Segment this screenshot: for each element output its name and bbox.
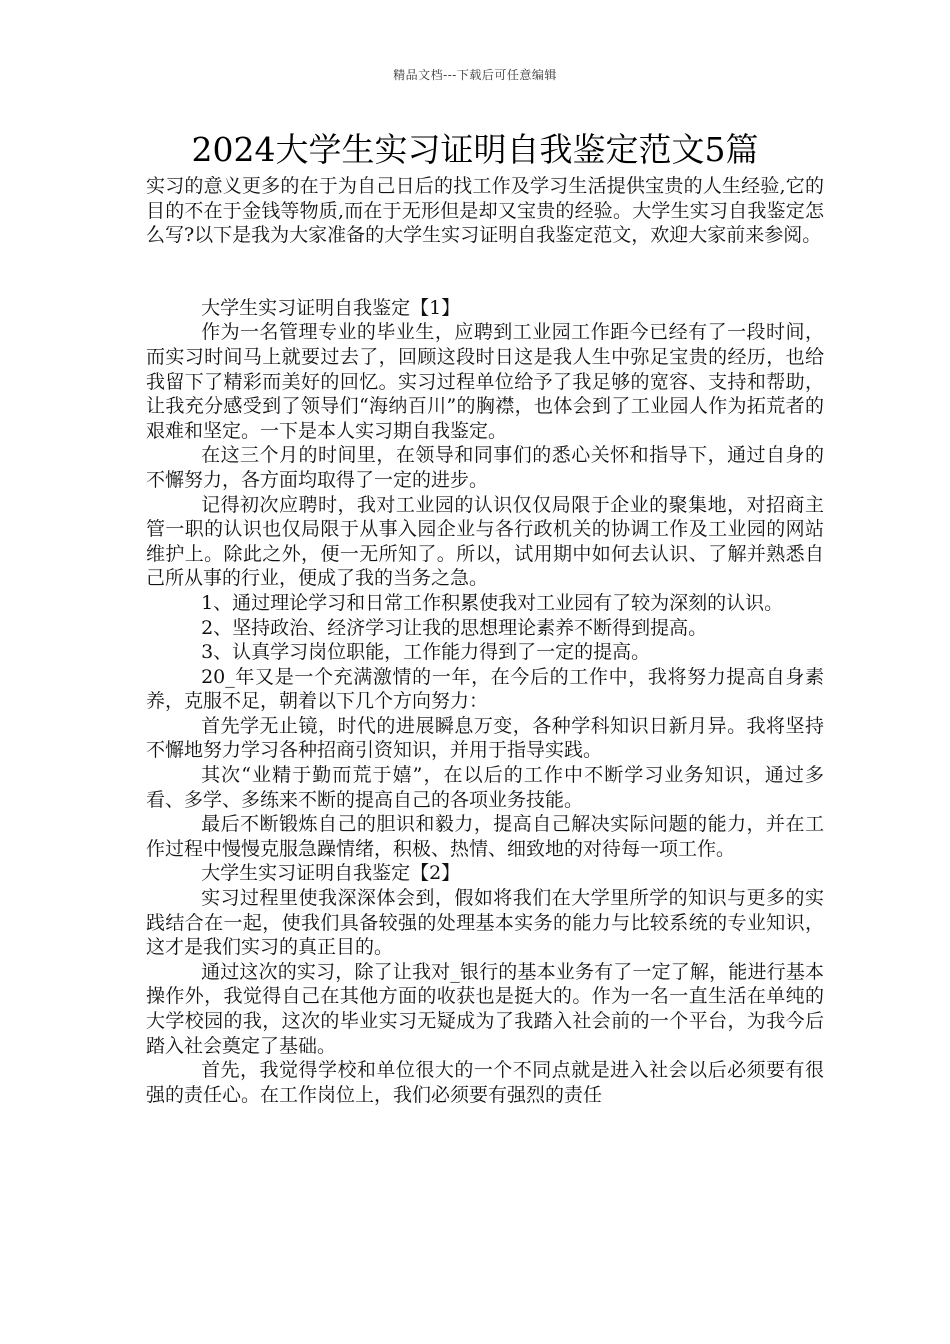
section-1-paragraph: 其次“业精于勤而荒于嬉”，在以后的工作中不断学习业务知识，通过多看、多学、多练来不断的提高自己的各项业务技能。 [146,764,824,811]
section-1-list-item: 3、认真学习岗位职能，工作能力得到了一定的提高。 [201,641,651,664]
section-2-paragraph: 首先，我觉得学校和单位很大的一个不同点就是进入社会以后必须要有很强的责任心。在工作岗位上，我们必须要有强烈的责任 [146,1059,824,1106]
section-2-heading: 大学生实习证明自我鉴定【2】 [201,862,461,885]
section-1-heading: 大学生实习证明自我鉴定【1】 [201,296,461,319]
section-2-paragraph: 实习过程里使我深深体会到，假如将我们在大学里所学的知识与更多的实践结合在一起，使我们具备较强的处理基本实务的能力与比较系统的专业知识，这才是我们实习的真正目的。 [146,887,824,959]
section-1-paragraph: 作为一名管理专业的毕业生，应聘到工业园工作距今已经有了一段时间，而实习时间马上就要过去了，回顾这段时日这是我人生中弥足宝贵的经历，也给我留下了精彩而美好的回忆。实习过程单位给予了我足够的宽容、支持和帮助，让我充分感受到了领导们“海纳百川”的胸襟，也体会到了工业园人作为拓荒者的艰难和坚定。一下是本人实习期自我鉴定。 [146,321,824,442]
section-1-paragraph: 记得初次应聘时，我对工业园的认识仅仅局限于企业的聚集地，对招商主管一职的认识也仅局限于从事入园企业与各行政机关的协调工作及工业园的网站维护上。除此之外，便一无所知了。所以，试用期中如何去认识、了解并熟悉自己所从事的行业，便成了我的当务之急。 [146,493,824,590]
page-header-note: 精品文档---下载后可任意编辑 [393,68,557,82]
document-title: 2024大学生实习证明自我鉴定范文5篇 [191,130,759,169]
section-1-list-item: 2、坚持政治、经济学习让我的思想理论素养不断得到提高。 [201,616,708,639]
section-1-paragraph: 最后不断锻炼自己的胆识和毅力，提高自己解决实际问题的能力，并在工作过程中慢慢克服急躁情绪，积极、热情、细致地的对待每一项工作。 [146,813,824,860]
section-1-paragraph: 20_年又是一个充满激情的一年，在今后的工作中，我将努力提高自身素养，克服不足，朝着以下几个方向努力： [146,665,824,713]
intro-paragraph: 实习的意义更多的在于为自己日后的找工作及学习生活提供宝贵的人生经验,它的目的不在于金钱等物质,而在于无形但是却又宝贵的经验。大学生实习自我鉴定怎么写?以下是我为大家准备的大学生实习证明自我鉴定范文，欢迎大家前来参阅。 [146,175,824,247]
document-body [146,174,824,1107]
section-1-paragraph: 首先学无止镜，时代的进展瞬息万变，各种学科知识日新月异。我将坚持不懈地努力学习各种招商引资知识，并用于指导实践。 [146,714,824,762]
section-2-paragraph: 通过这次的实习，除了让我对_银行的基本业务有了一定了解，能进行基本操作外，我觉得自己在其他方面的收获也是挺大的。作为一名一直生活在单纯的大学校园的我，这次的毕业实习无疑成为了我踏入社会前的一个平台，为我今后踏入社会奠定了基础。 [146,960,824,1057]
paragraph-spacer [146,248,824,296]
section-1-list-item: 1、通过理论学习和日常工作积累使我对工业园有了较为深刻的认识。 [201,591,784,614]
section-1-paragraph: 在这三个月的时间里，在领导和同事们的悉心关怀和指导下，通过自身的不懈努力，各方面均取得了一定的进步。 [146,444,824,491]
